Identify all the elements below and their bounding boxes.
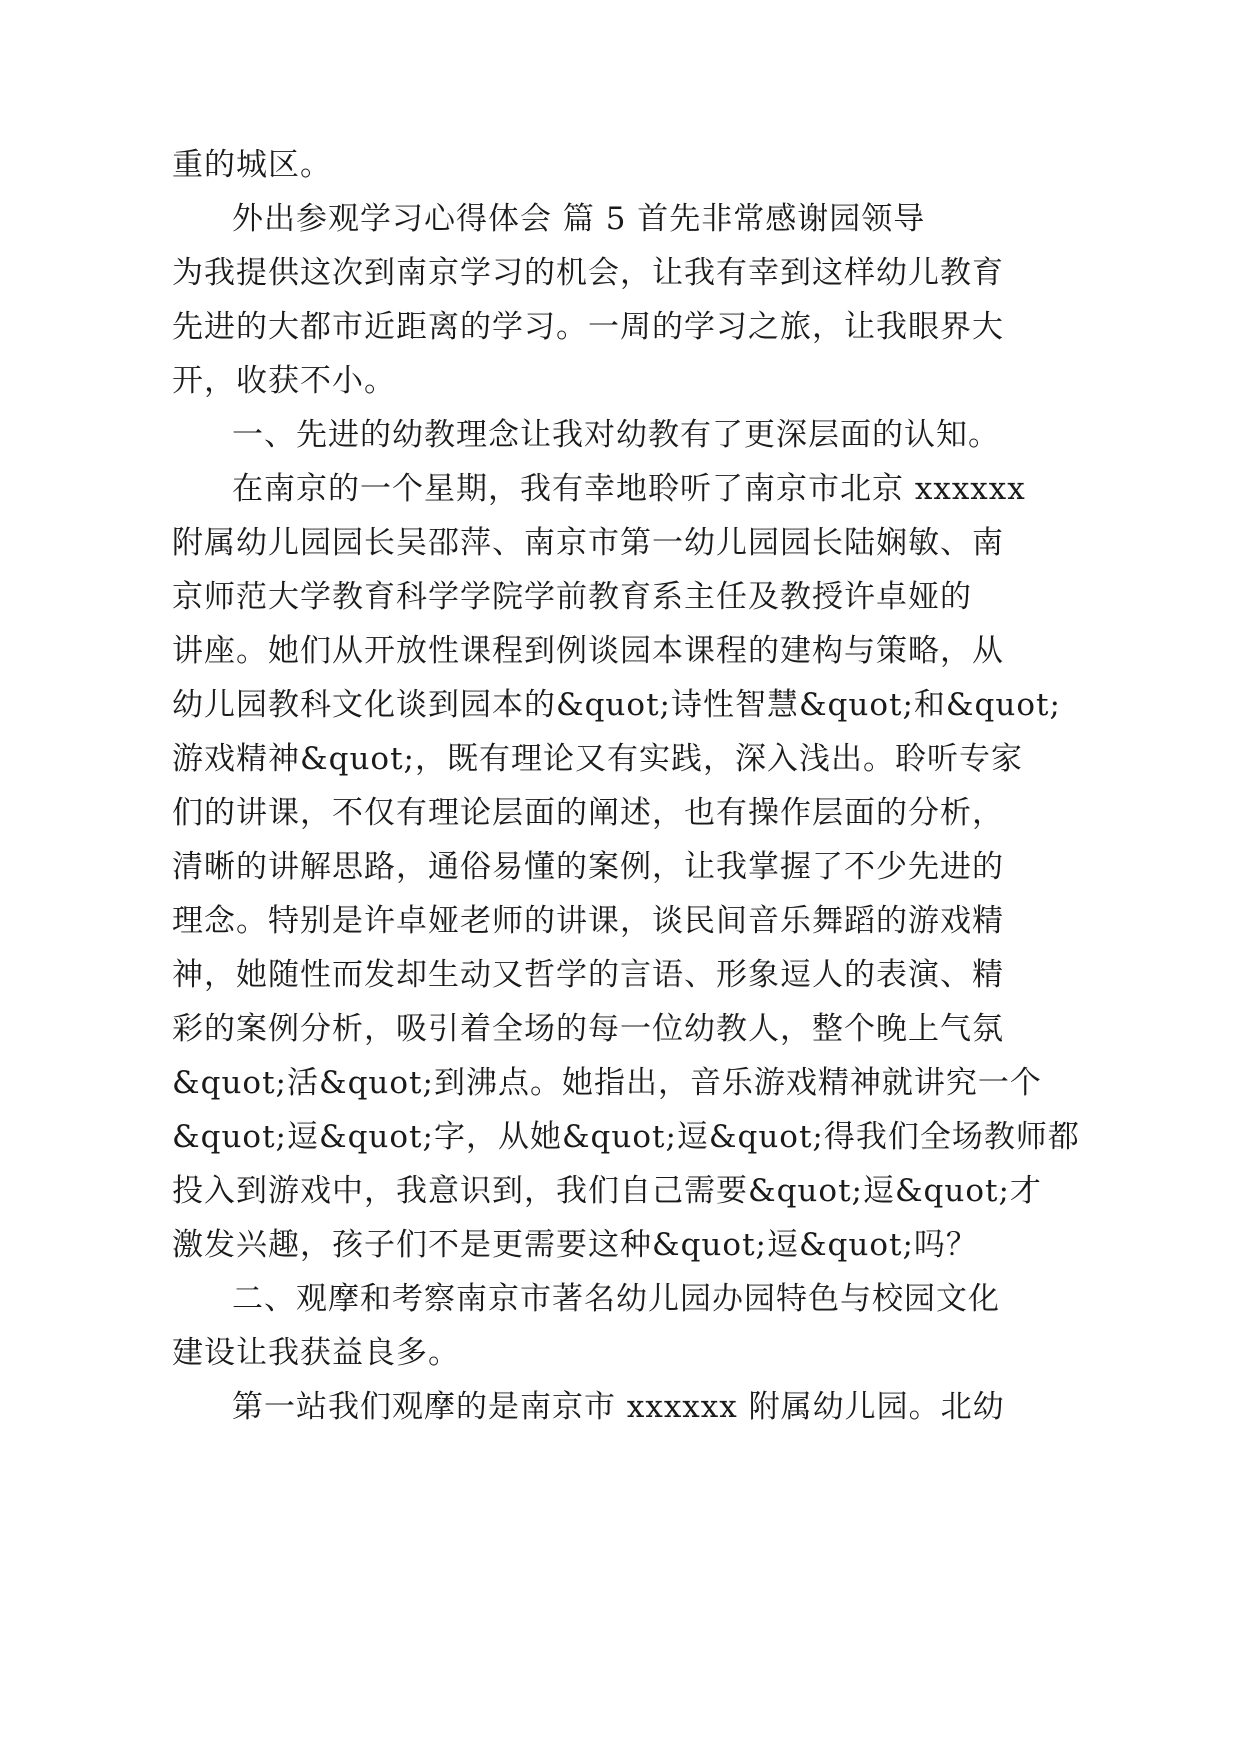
text-line: 重的城区。 [172, 147, 332, 183]
section-heading: 一、先进的幼教理念让我对幼教有了更深层面的认知。 [232, 417, 1000, 453]
text-line: 投入到游戏中，我意识到，我们自己需要&quot;逗&quot;才 [172, 1173, 1042, 1209]
section-heading: 二、观摩和考察南京市著名幼儿园办园特色与校园文化 [232, 1281, 1000, 1317]
text-line: 清晰的讲解思路，通俗易懂的案例，让我掌握了不少先进的 [172, 849, 1004, 885]
text-line: &quot;逗&quot;字，从她&quot;逗&quot;得我们全场教师都 [172, 1119, 1080, 1155]
text-line: 附属幼儿园园长吴邵萍、南京市第一幼儿园园长陆娴敏、南 [172, 525, 1004, 561]
text-line: 为我提供这次到南京学习的机会，让我有幸到这样幼儿教育 [172, 255, 1004, 291]
text-line: 理念。特别是许卓娅老师的讲课，谈民间音乐舞蹈的游戏精 [172, 903, 1004, 939]
text-line: 外出参观学习心得体会 篇 5 首先非常感谢园领导 [232, 201, 926, 237]
text-line: 彩的案例分析，吸引着全场的每一位幼教人，整个晚上气氛 [172, 1011, 1004, 1047]
text-line: 建设让我获益良多。 [172, 1335, 460, 1371]
text-line: 神，她随性而发却生动又哲学的言语、形象逗人的表演、精 [172, 957, 1004, 993]
text-line: &quot;活&quot;到沸点。她指出，音乐游戏精神就讲究一个 [172, 1065, 1042, 1101]
text-line: 在南京的一个星期，我有幸地聆听了南京市北京 xxxxxx [232, 471, 1026, 507]
text-line: 先进的大都市近距离的学习。一周的学习之旅，让我眼界大 [172, 309, 1004, 345]
text-line: 幼儿园教科文化谈到园本的&quot;诗性智慧&quot;和&quot; [172, 687, 1061, 723]
text-line: 开，收获不小。 [172, 363, 396, 399]
text-line: 讲座。她们从开放性课程到例谈园本课程的建构与策略，从 [172, 633, 1004, 669]
text-line: 激发兴趣，孩子们不是更需要这种&quot;逗&quot;吗？ [172, 1227, 978, 1263]
text-line: 们的讲课，不仅有理论层面的阐述，也有操作层面的分析， [172, 795, 1004, 831]
text-line: 京师范大学教育科学学院学前教育系主任及教授许卓娅的 [172, 579, 972, 615]
text-line: 游戏精神&quot;，既有理论又有实践，深入浅出。聆听专家 [172, 741, 1023, 777]
text-line: 第一站我们观摩的是南京市 xxxxxx 附属幼儿园。北幼 [232, 1389, 1005, 1425]
